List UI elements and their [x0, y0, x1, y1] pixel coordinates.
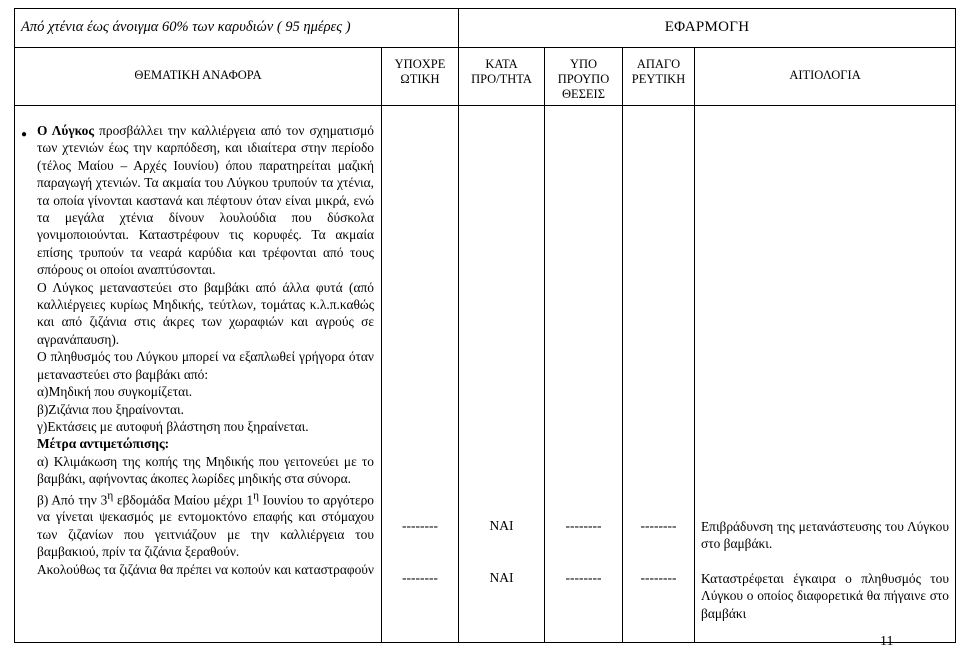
- period-title: Από χτένια έως άνοιγμα 60% των καρυδιών ( 95 ημέρες ): [21, 19, 351, 35]
- justification-column-header: ΑΙΤΙΟΛΟΓΙΑ: [789, 68, 861, 82]
- measure-b: [37, 488, 374, 561]
- conditional-column-header: [545, 48, 622, 102]
- row2-recommended: ΝΑΙ: [489, 570, 514, 585]
- topic-paragraph-2: Ο Λύγκος μεταναστεύει στο βαμβάκι από άλλα φυτά (από καλλιέργειες κυρίως Μηδικής, τεύτλων, τομάτας κ.λ.π.καθώς και από ζιζάνια στις άκρες των χωραφιών και αγρούς σε αγρανάπαυση).: [37, 279, 374, 347]
- measure-b-text: β) Από την 3: [37, 492, 108, 507]
- conditional-cell: [545, 106, 623, 643]
- row1-recommended: ΝΑΙ: [489, 518, 514, 533]
- row1-prohibited: --------: [640, 518, 677, 533]
- measure-a: α) Κλιμάκωση της κοπής της Μηδικής που γειτονεύει με το βαμβάκι, αφήνοντας άκοπες λωρίδες μηδικής στα σύνορα.: [37, 453, 374, 487]
- topic-paragraph-1-text: προσβάλλει την καλλιέργεια από τον σχηματισμό των χτενιών έως την καρπόδεση, και ιδιαίτερα στην περίοδο (τέλος Μαίου – Αρχές Ιουνίου) όπου παρατηρείται μαζική παραγωγή χτενιών. Τα ακμαία του Λύγκου τρυπούν τα χτένια, τα οποία γίνονται καστανά και πέφτουν όταν είναι μικρά, ενώ τα μεγάλα χτένια δίνουν λουλούδια που δύσκολα γονιμοποιούνται. Καταστρέφουν τις κορυφές. Τα ακμαία επίσης τρυπούν τα νεαρά καρύδια και τρέφονται από τους σπόρους οι οποίοι αναπτύσονται.: [37, 123, 374, 278]
- prohibited-header-line: ΑΠΑΓΟ: [636, 57, 681, 71]
- topic-header-cell: [15, 48, 382, 106]
- justification-header-cell: [695, 48, 956, 106]
- measure-c: Ακολούθως τα ζιζάνια θα πρέπει να κοπούν και καταστραφούν: [37, 561, 374, 577]
- measures-heading-text: Μέτρα αντιμετώπισης:: [37, 436, 170, 452]
- topic-text: [15, 106, 381, 578]
- conditional-header-line: ΥΠΟ: [569, 57, 598, 71]
- prohibited-header-line: ΡΕΥΤΙΚΗ: [631, 72, 686, 86]
- topic-column-header: ΘΕΜΑΤΙΚΗ ΑΝΑΦΟΡΑ: [134, 68, 262, 82]
- conditional-header-cell: [545, 48, 623, 106]
- document: [14, 8, 955, 621]
- ordinal-suffix: η: [107, 489, 114, 502]
- bullet-icon: ●: [21, 129, 28, 140]
- row1-justification: Επιβράδυνση της μετανάστευσης του Λύγκου στο βαμβάκι.: [701, 519, 949, 552]
- mandatory-cell: [382, 106, 459, 643]
- measures-heading: [37, 435, 374, 452]
- mandatory-header-line: ΩΤΙΚΗ: [400, 72, 440, 86]
- recommended-header-line: ΠΡΟ/ΤΗΤΑ: [471, 72, 532, 86]
- topic-paragraph-1: [37, 122, 374, 279]
- page-number: 11: [880, 634, 894, 649]
- ordinal-suffix: η: [253, 489, 259, 502]
- title-cell: [15, 9, 459, 48]
- topic-cell: [15, 106, 382, 643]
- prohibited-cell: [623, 106, 695, 643]
- measure-b-text: Ιουνίου το αργότερο να γίνεται ψεκασμός με εντομοκτόνο επαφής και στόμαχου των ζιζανίων που γειτνιάζουν με την καλλιέργεια του βαμβακιού, πρίν τα ζιζάνια ξεραθούν.: [37, 492, 374, 560]
- source-item-c: γ)Εκτάσεις με αυτοφυή βλάστηση που ξηραίνεται.: [37, 418, 309, 434]
- measure-b-text: εβδομάδα Μαίου μέχρι 1: [113, 492, 254, 507]
- justification-cell: [695, 106, 956, 643]
- row2-conditional: --------: [565, 570, 602, 585]
- recommended-header-cell: [459, 48, 545, 106]
- application-cell: [459, 9, 956, 48]
- conditional-header-line: ΘΕΣΕΙΣ: [561, 87, 605, 101]
- row2-justification: Καταστρέφεται έγκαιρα ο πληθυσμός του Λύγκου ο οποίος διαφορετικά θα πήγαινε στο βαμβάκι: [701, 571, 949, 621]
- prohibited-header-cell: [623, 48, 695, 106]
- row2-mandatory: --------: [402, 570, 438, 585]
- mandatory-header-cell: [382, 48, 459, 106]
- source-item-a: α)Μηδική που συγκομίζεται.: [37, 384, 193, 400]
- recommended-header-line: ΚΑΤΑ: [485, 57, 518, 71]
- source-item-b: β)Ζιζάνια που ξηραίνονται.: [37, 401, 185, 417]
- prohibited-column-header: [623, 48, 694, 87]
- conditional-header-line: ΠΡΟΥΠΟ: [557, 72, 610, 86]
- mandatory-column-header: [382, 48, 458, 87]
- row1-mandatory: --------: [402, 518, 438, 533]
- recommended-column-header: [459, 48, 544, 87]
- topic-paragraph-3: Ο πληθυσμός του Λύγκου μπορεί να εξαπλωθεί γρήγορα όταν μεταναστεύει στο βαμβάκι από:: [37, 349, 374, 382]
- pest-name: Ο Λύγκος: [37, 123, 95, 138]
- pest-management-table: [14, 8, 956, 643]
- row1-conditional: --------: [565, 518, 602, 533]
- row2-prohibited: --------: [640, 570, 677, 585]
- application-heading: ΕΦΑΡΜΟΓΗ: [664, 19, 750, 35]
- mandatory-header-line: ΥΠΟΧΡΕ: [394, 57, 446, 71]
- recommended-cell: [459, 106, 545, 643]
